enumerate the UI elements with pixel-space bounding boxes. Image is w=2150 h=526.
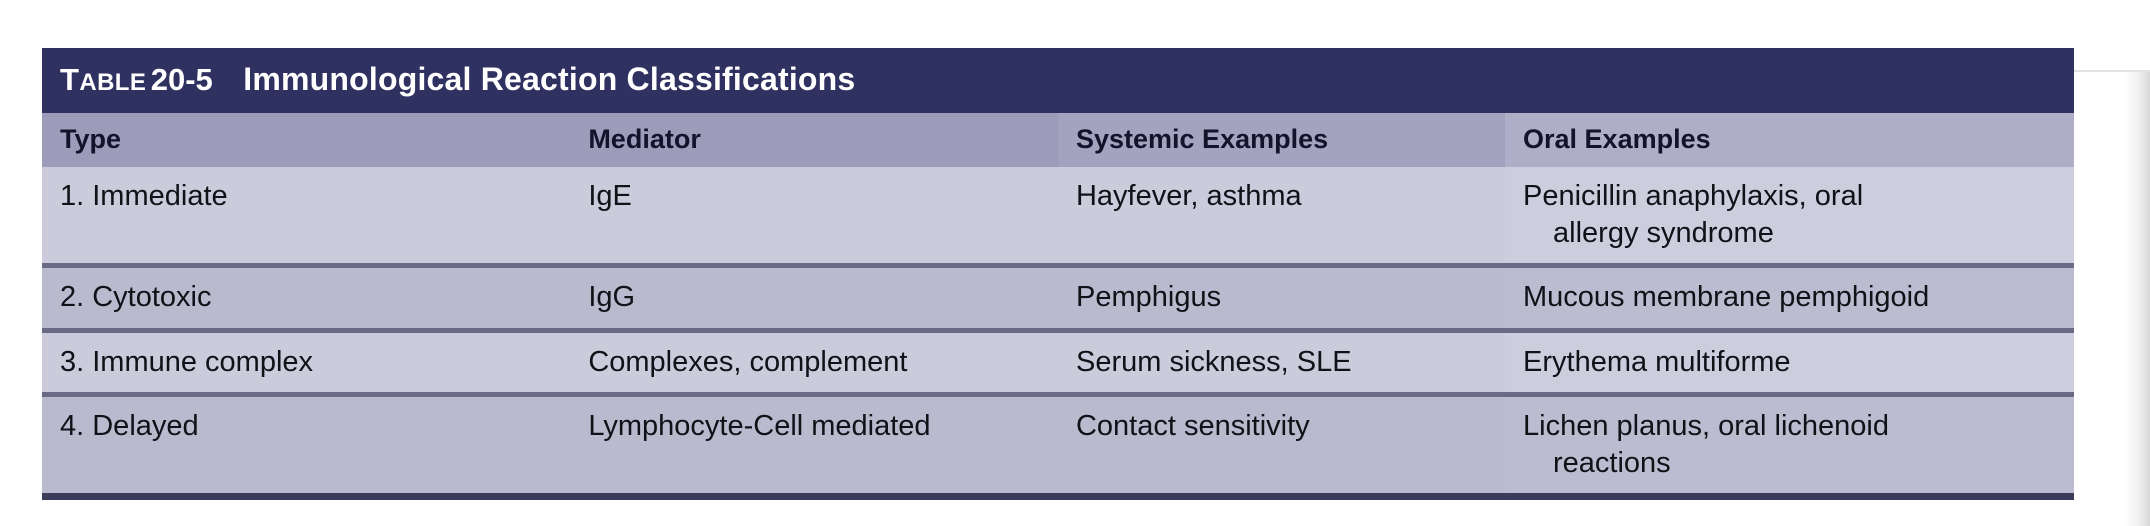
table-column-header-row <box>42 113 2074 167</box>
cell-systemic: Contact sensitivity <box>1058 397 1505 493</box>
cell-oral-line2: allergy syndrome <box>1553 216 1774 249</box>
table-title-cell <box>42 48 2074 113</box>
column-header-type: Type <box>42 113 570 167</box>
cell-systemic: Pemphigus <box>1058 268 1505 328</box>
table-row <box>42 397 2074 493</box>
column-header-mediator: Mediator <box>570 113 1058 167</box>
cell-oral-line1: Lichen planus, oral lichenoid <box>1523 410 1889 443</box>
table-row <box>42 167 2074 263</box>
table-label: TABLE <box>60 62 147 97</box>
cell-mediator: IgG <box>570 268 1058 328</box>
table-row <box>42 268 2074 328</box>
table-number: 20-5 <box>150 62 213 97</box>
table-bottom-border <box>42 493 2074 500</box>
cell-oral-line1: Penicillin anaphylaxis, oral <box>1523 180 1864 212</box>
table-title: Immunological Reaction Classifications <box>243 61 856 97</box>
cell-type: 1. Immediate <box>42 167 570 263</box>
cell-mediator: Lymphocyte-Cell mediated <box>570 397 1058 493</box>
cell-oral <box>1505 167 2074 263</box>
table-bottom-rule <box>42 493 2074 500</box>
cell-mediator: Complexes, complement <box>570 333 1058 393</box>
cell-oral: Mucous membrane pemphigoid <box>1505 268 2074 328</box>
table-label-smallcaps: ABLE <box>79 69 147 96</box>
column-header-oral-examples: Oral Examples <box>1505 113 2074 167</box>
table-container <box>42 48 2074 500</box>
cell-mediator: IgE <box>570 167 1058 263</box>
column-header-systemic-examples: Systemic Examples <box>1058 113 1505 167</box>
cell-systemic: Hayfever, asthma <box>1058 167 1505 263</box>
page-edge-shading <box>2124 0 2150 526</box>
cell-oral-line2: reactions <box>1553 446 1671 479</box>
table-title-bar <box>42 48 2074 113</box>
cell-oral: Erythema multiforme <box>1505 333 2074 393</box>
cell-type: 2. Cytotoxic <box>42 268 570 328</box>
cell-type: 4. Delayed <box>42 397 570 493</box>
immunological-reaction-classifications-table <box>42 48 2074 500</box>
cell-oral <box>1505 397 2074 493</box>
cell-type: 3. Immune complex <box>42 333 570 393</box>
table-row <box>42 333 2074 393</box>
cell-systemic: Serum sickness, SLE <box>1058 333 1505 393</box>
